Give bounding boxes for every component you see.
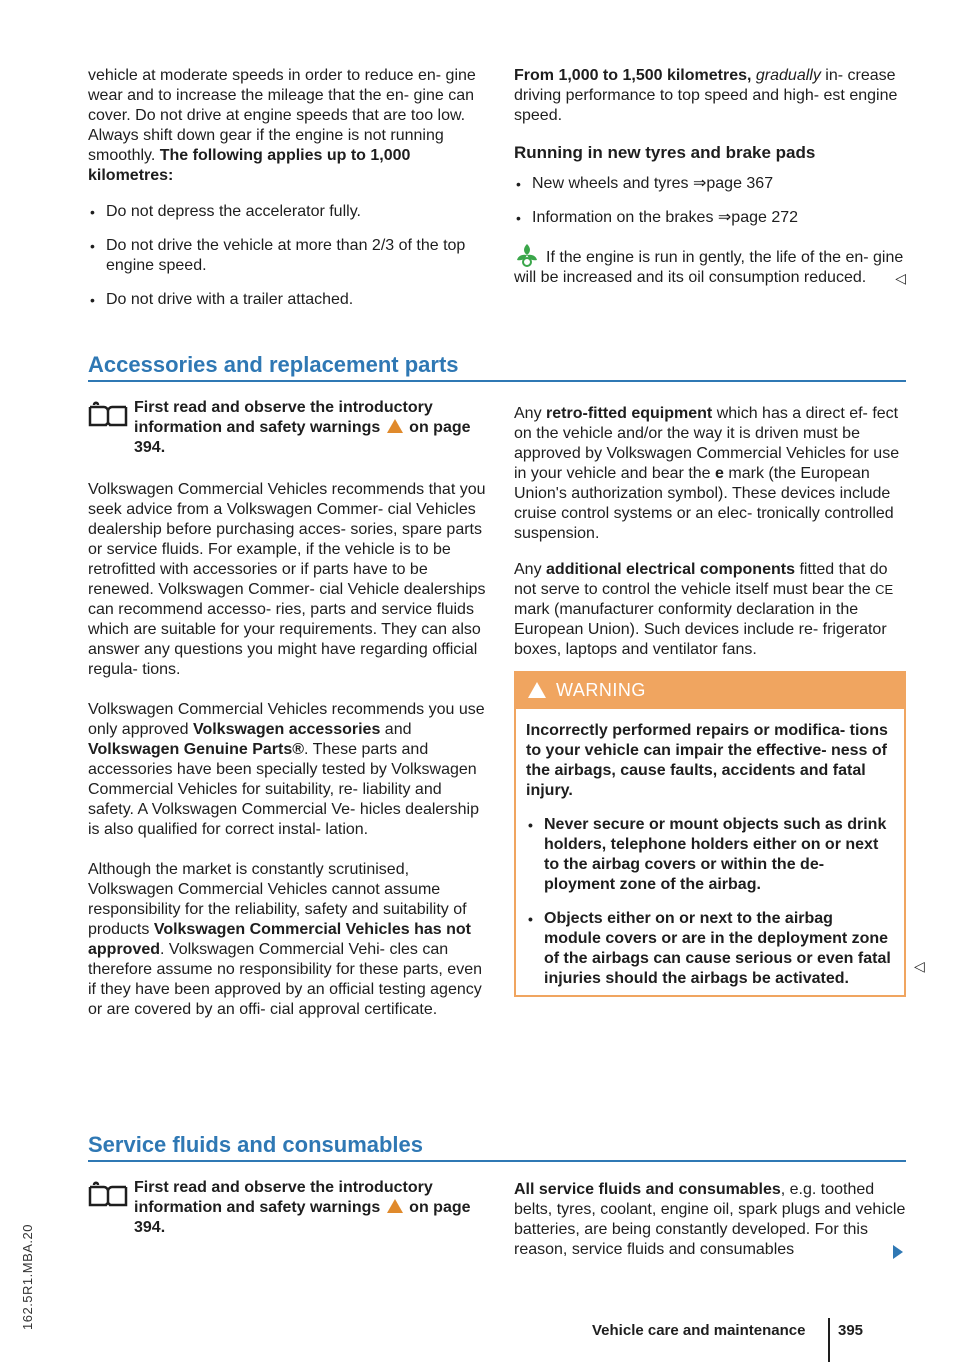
- warning-title: WARNING: [556, 679, 646, 700]
- retrofit-paragraph: Any retro-fitted equipment which has a direct ef- fect on the vehicle and/or the way it is driven must be approved by Volkswagen Commercial Vehicles for use in your vehicle and bear the e mark (the European Union's authorization symbol). These devices include cruise control systems or an elec- tronically controlled suspension.: [514, 405, 900, 542]
- tyres-brakes-bullets: [514, 174, 906, 228]
- intro-notice: First read and observe the introductory information and safety warnings on page 394.: [88, 1178, 486, 1238]
- accessories-paragraph-1: Volkswagen Commercial Vehicles recommends that you seek advice from a Volkswagen Commer- cial Vehicles dealership before purchasing acces- sories, spare parts or service fluids. For example, if the vehicle is to be retrofitted with accessories or if parts have to be renewed. Volkswagen Commer- cial Vehicle dealerships can recommend accesso- ries, parts and service fluids which are suitable for your requirements. They can also answer any questions you might have regarding official regula- tions.: [88, 481, 486, 678]
- book-icon: [88, 1181, 128, 1207]
- section-heading-accessories: Accessories and replacement parts: [88, 352, 459, 377]
- end-marker: ◁: [914, 958, 925, 974]
- tyres-brakes-heading: Running in new tyres and brake pads: [514, 143, 816, 162]
- footer-section-label: Vehicle care and maintenance: [592, 1322, 806, 1339]
- electrical-paragraph: Any additional electrical components fitted that do not serve to control the vehicle itself must bear the CE mark (manufacturer conformity declaration in the European Union). Such devices include re- frigerator boxes, laptops and ventilator fans.: [514, 561, 894, 658]
- accessories-right: [514, 404, 906, 660]
- footer-divider: [828, 1318, 830, 1362]
- page-link[interactable]: on page 394.: [134, 1199, 471, 1236]
- service-fluids-paragraph: All service fluids and consumables, e.g. toothed belts, tyres, coolant, engine oil, spark plugs and vehicle batteries, are being constantly developed. For this reason, service fluids and consumables: [514, 1181, 906, 1258]
- page-link[interactable]: on page 394.: [134, 419, 471, 456]
- running-in-lead: From 1,000 to 1,500 kilometres, gradually in- crease driving performance to top speed and high- est engine speed.: [514, 67, 898, 124]
- page-number: 395: [838, 1322, 864, 1339]
- environment-tip: If the engine is run in gently, the life of the en- gine will be increased and its oil consumption reduced. ◁: [514, 242, 906, 288]
- accessories-paragraph-3: Although the market is constantly scrutinised, Volkswagen Commercial Vehicles cannot assume responsibility for the reliability, safety and suitability of products Volkswagen Commercial Vehicles has not approved. Volkswagen Commercial Vehi- cles can therefore assume no responsibility for these parts, even if they have been approved by an official testing agency or are covered by an offi- cial approval certificate.: [88, 861, 482, 1018]
- running-in-left: [88, 66, 486, 324]
- warning-icon: [387, 419, 403, 433]
- section-rule: [88, 380, 906, 382]
- service-fluids-right: [514, 1180, 906, 1260]
- section-rule: [88, 1160, 906, 1162]
- book-icon: [88, 401, 128, 427]
- list-item: • Do not drive with a trailer attached.: [88, 290, 486, 310]
- list-item[interactable]: • New wheels and tyres ⇒page 367: [514, 174, 906, 194]
- list-item: • Objects either on or next to the airbag module covers or are in the deployment zone of the airbags can cause serious or even fatal injuries should the airbags be activated.: [526, 909, 894, 989]
- list-item: • Do not depress the accelerator fully.: [88, 202, 486, 222]
- environment-icon: [514, 242, 540, 268]
- warning-header: [514, 671, 906, 709]
- continue-arrow-icon: [893, 1245, 903, 1259]
- running-in-right: [514, 66, 906, 288]
- warning-icon: [387, 1199, 403, 1213]
- accessories-left: [88, 398, 486, 1020]
- warning-icon: [528, 682, 546, 698]
- list-item[interactable]: • Information on the brakes ⇒page 272: [514, 208, 906, 228]
- intro-notice: First read and observe the introductory information and safety warnings on page 394.: [88, 398, 486, 458]
- running-in-paragraph: vehicle at moderate speeds in order to reduce en- gine wear and to increase the mileage that the en- gine can cover. Do not drive at engine speeds that are too low. Always shift down gear if the engine is not running smoothly. The following applies up to 1,000 kilometres:: [88, 67, 476, 184]
- accessories-paragraph-2: Volkswagen Commercial Vehicles recommends you use only approved Volkswagen accessories and Volkswagen Genuine Parts®. These parts and accessories have been specially tested by Volkswagen Commercial Vehicles for suitability, re- liability and safety. A Volkswagen Commercial Ve- hicles dealership is also qualified for correct instal- lation.: [88, 701, 485, 838]
- list-item: • Never secure or mount objects such as drink holders, telephone holders either on or next to the airbag covers or within the de- ployment zone of the airbag.: [526, 815, 894, 895]
- warning-lead: Incorrectly performed repairs or modifica- tions to your vehicle can impair the effective- ness of the airbags, cause faults, accidents and fatal injury.: [526, 722, 888, 799]
- document-id: 162.5R1.MBA.20: [20, 1223, 35, 1330]
- end-marker: ◁: [895, 270, 906, 286]
- warning-bullets: [526, 815, 894, 989]
- service-fluids-left: [88, 1178, 486, 1238]
- warning-body: [514, 709, 906, 997]
- running-in-bullets: [88, 202, 486, 310]
- warning-box: [514, 671, 906, 997]
- list-item: • Do not drive the vehicle at more than 2/3 of the top engine speed.: [88, 236, 486, 276]
- section-heading-service-fluids: Service fluids and consumables: [88, 1132, 424, 1157]
